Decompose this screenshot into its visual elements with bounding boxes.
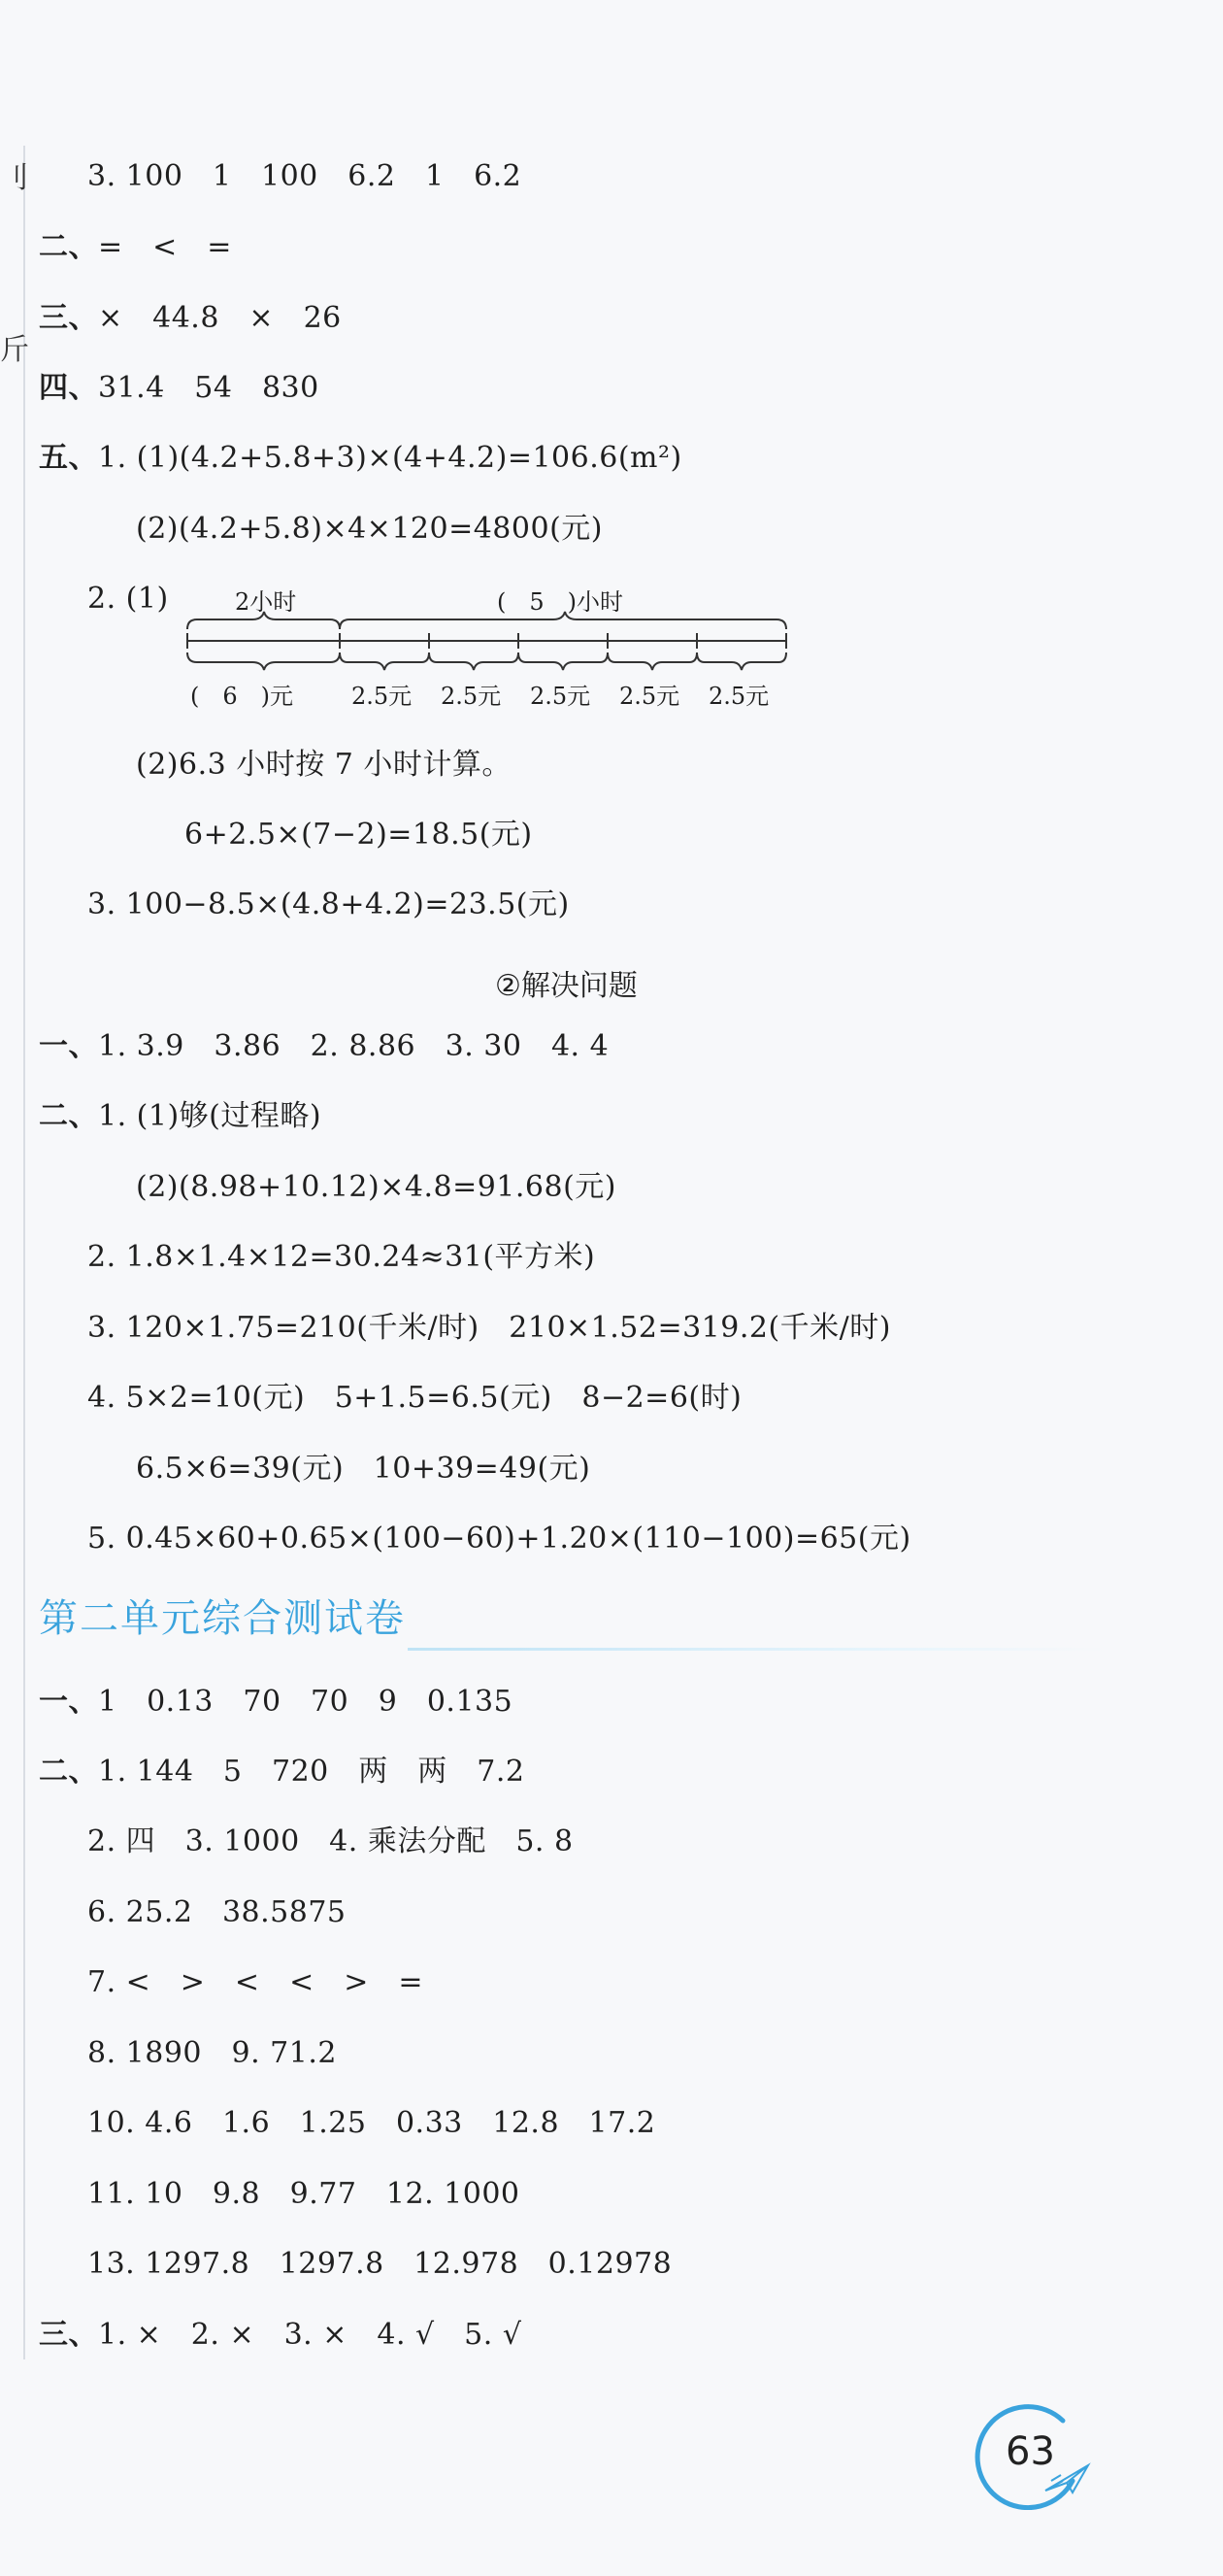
answer-line: 一、1 0.13 70 70 9 0.135 bbox=[39, 1685, 513, 1719]
answer-line: 三、1. × 2. × 3. × 4. √ 5. √ bbox=[39, 2318, 522, 2352]
answer-line: (2)(4.2+5.8)×4×120=4800(元) bbox=[136, 512, 603, 546]
answer-line: 7. < > < < > = bbox=[87, 1965, 423, 1999]
diagram-segment-label: 2.5元 bbox=[619, 683, 680, 710]
segment-diagram bbox=[184, 583, 806, 719]
diagram-top-left-label: 2小时 bbox=[235, 588, 297, 616]
answer-line: 13. 1297.8 1297.8 12.978 0.12978 bbox=[87, 2247, 673, 2281]
diagram-segment-label: 2.5元 bbox=[709, 683, 770, 710]
answer-line: 三、× 44.8 × 26 bbox=[39, 301, 342, 335]
answer-line: 6+2.5×(7−2)=18.5(元) bbox=[184, 818, 533, 852]
answer-line: 二、1. (1)够(过程略) bbox=[39, 1099, 322, 1133]
diagram-top-right-label: ( 5 )小时 bbox=[497, 588, 623, 616]
answer-line: 6. 25.2 38.5875 bbox=[87, 1895, 347, 1929]
paper-plane-icon bbox=[1043, 2461, 1092, 2496]
page-number: 63 bbox=[1006, 2429, 1055, 2474]
binding-line bbox=[23, 146, 25, 2359]
answer-line: 11. 10 9.8 9.77 12. 1000 bbox=[87, 2177, 520, 2211]
answer-line: 3. 100−8.5×(4.8+4.2)=23.5(元) bbox=[87, 887, 570, 921]
answer-line: 5. 0.45×60+0.65×(100−60)+1.20×(110−100)=65(元) bbox=[87, 1522, 911, 1556]
answer-line: 3. 120×1.75=210(千米/时) 210×1.52=319.2(千米/时) bbox=[87, 1311, 891, 1345]
diagram-segment-label: 2.5元 bbox=[351, 683, 413, 710]
section-title: 第二单元综合测试卷 bbox=[39, 1596, 406, 1641]
diagram-segment-label: 2.5元 bbox=[530, 683, 591, 710]
lower-braces bbox=[187, 652, 786, 670]
answer-line: 2. 四 3. 1000 4. 乘法分配 5. 8 bbox=[87, 1824, 574, 1858]
answer-line: 二、1. 144 5 720 两 两 7.2 bbox=[39, 1755, 525, 1789]
margin-fragment-2: 斤 bbox=[0, 333, 29, 367]
answer-line: 2. 1.8×1.4×12=30.24≈31(平方米) bbox=[87, 1240, 596, 1274]
margin-fragment-1: 刂 bbox=[0, 161, 29, 195]
answer-line: 10. 4.6 1.6 1.25 0.33 12.8 17.2 bbox=[87, 2106, 656, 2140]
section-title-underline bbox=[408, 1648, 1107, 1651]
answer-line: 3. 100 1 100 6.2 1 6.2 bbox=[87, 159, 522, 193]
answer-line: 四、31.4 54 830 bbox=[39, 371, 319, 405]
answer-line: (2)(8.98+10.12)×4.8=91.68(元) bbox=[136, 1170, 616, 1204]
answer-line: 4. 5×2=10(元) 5+1.5=6.5(元) 8−2=6(时) bbox=[87, 1381, 743, 1415]
brace-2-hours bbox=[187, 612, 340, 629]
answer-line: 一、1. 3.9 3.86 2. 8.86 3. 30 4. 4 bbox=[39, 1029, 610, 1063]
answer-line: 二、= < = bbox=[39, 230, 232, 264]
diagram-segment-label: 2.5元 bbox=[441, 683, 502, 710]
answer-line: 五、1. (1)(4.2+5.8+3)×(4+4.2)=106.6(m²) bbox=[39, 441, 682, 475]
answer-line: 6.5×6=39(元) 10+39=49(元) bbox=[136, 1452, 591, 1486]
answer-line: 8. 1890 9. 71.2 bbox=[87, 2036, 337, 2070]
diagram-segment-label: ( 6 )元 bbox=[190, 683, 293, 710]
brace-5-hours bbox=[340, 612, 786, 629]
subsection-title: ②解决问题 bbox=[495, 969, 638, 1003]
answer-line: (2)6.3 小时按 7 小时计算。 bbox=[136, 748, 512, 782]
answer-line: 2. (1) bbox=[87, 582, 169, 616]
